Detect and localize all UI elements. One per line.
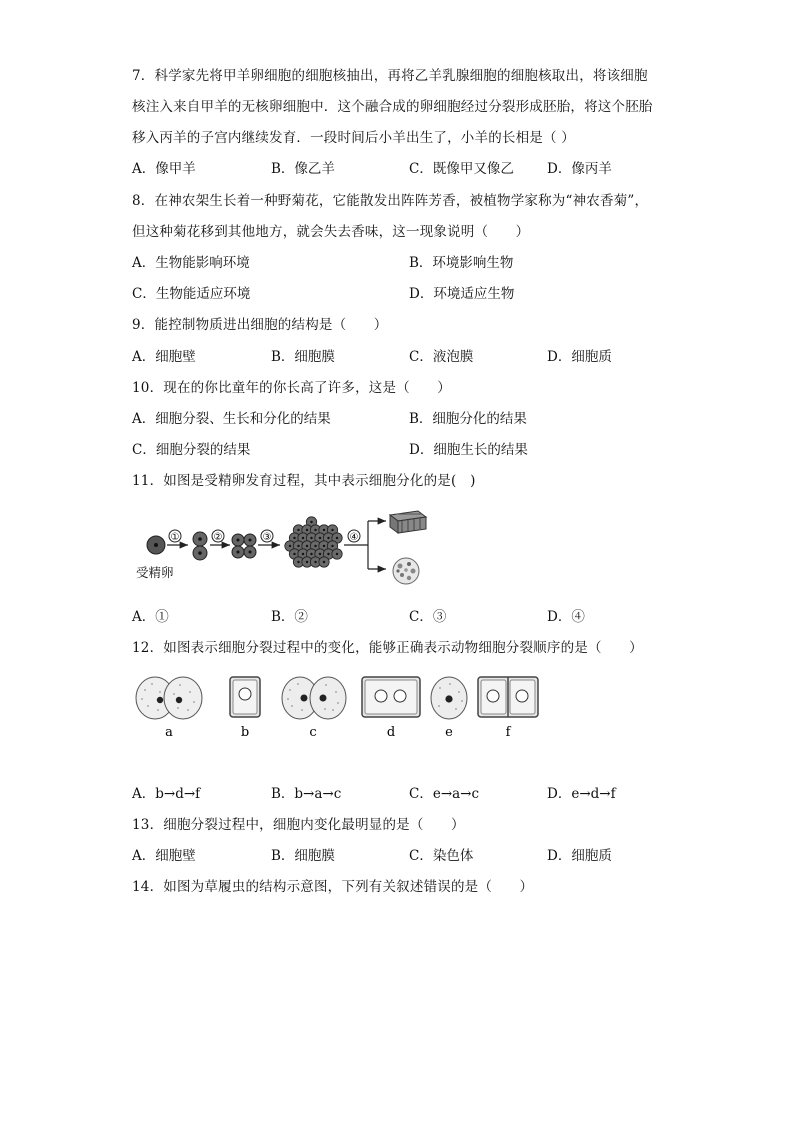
cell-division-figure bbox=[130, 672, 550, 744]
q7-option-c[interactable]: C．既像甲又像乙 bbox=[409, 161, 514, 177]
q12-option-b[interactable]: B．b→a→c bbox=[271, 786, 342, 802]
q13-option-c[interactable]: C．染色体 bbox=[409, 848, 474, 864]
cell-label-a: a bbox=[165, 725, 173, 740]
cell-label-e: e bbox=[445, 725, 453, 740]
four-cell-stage bbox=[232, 534, 256, 558]
step-1-label: ① bbox=[170, 532, 180, 543]
q11-option-c[interactable]: C．③ bbox=[409, 609, 447, 625]
step-2-label: ② bbox=[213, 532, 223, 543]
q10-option-a[interactable]: A．细胞分裂、生长和分化的结果 bbox=[132, 411, 331, 427]
q9-option-c[interactable]: C．液泡膜 bbox=[409, 349, 474, 365]
q8-stem-line-1: 8．在神农架生长着一种野菊花，它能散发出阵阵芳香，被植物学家称为“神农香菊”， bbox=[132, 193, 649, 209]
q7-option-b[interactable]: B．像乙羊 bbox=[271, 161, 335, 177]
q9-option-a[interactable]: A．细胞壁 bbox=[132, 349, 196, 365]
q9-option-d[interactable]: D．细胞质 bbox=[547, 349, 612, 365]
q13-option-a[interactable]: A．细胞壁 bbox=[132, 848, 196, 864]
cell-a bbox=[136, 677, 202, 719]
q9-stem: 9．能控制物质进出细胞的结构是（ ） bbox=[132, 317, 388, 333]
zygote-cell bbox=[147, 536, 165, 554]
q12-option-c[interactable]: C．e→a→c bbox=[409, 786, 480, 802]
cell-label-b: b bbox=[240, 725, 250, 740]
q7-stem-line-3: 移入丙羊的子宫内继续发育．一段时间后小羊出生了，小羊的长相是（ ） bbox=[132, 130, 575, 146]
q13-stem: 13．细胞分裂过程中，细胞内变化最明显的是（ ） bbox=[132, 817, 465, 833]
q10-option-b[interactable]: B．细胞分化的结果 bbox=[409, 411, 527, 427]
cell-e bbox=[431, 677, 467, 719]
tissue-block-top bbox=[390, 511, 426, 533]
cell-label-f: f bbox=[505, 725, 511, 740]
q7-stem-line-1: 7．科学家先将甲羊卵细胞的细胞核抽出，再将乙羊乳腺细胞的细胞核取出，将该细胞 bbox=[132, 68, 648, 84]
q9-option-b[interactable]: B．细胞膜 bbox=[271, 349, 335, 365]
q10-stem: 10．现在的你比童年的你长高了许多，这是（ ） bbox=[132, 380, 451, 396]
cell-label-c: c bbox=[309, 725, 317, 740]
fertilized-egg-label: 受精卵 bbox=[136, 565, 174, 580]
q10-option-c[interactable]: C．细胞分裂的结果 bbox=[132, 442, 251, 458]
q8-option-b[interactable]: B．环境影响生物 bbox=[409, 255, 514, 271]
q10-option-d[interactable]: D．细胞生长的结果 bbox=[409, 442, 528, 458]
q11-option-b[interactable]: B．② bbox=[271, 609, 308, 625]
q8-stem-line-2: 但这种菊花移到其他地方，就会失去香味，这一现象说明（ ） bbox=[132, 224, 530, 240]
q12-option-a[interactable]: A．b→d→f bbox=[132, 786, 201, 802]
cell-b bbox=[230, 677, 260, 717]
cell-mass bbox=[285, 517, 342, 567]
q8-option-c[interactable]: C．生物能适应环境 bbox=[132, 286, 251, 302]
cell-d bbox=[362, 677, 420, 717]
q11-stem: 11．如图是受精卵发育过程，其中表示细胞分化的是( ) bbox=[132, 473, 476, 489]
q13-option-b[interactable]: B．细胞膜 bbox=[271, 848, 335, 864]
q11-option-a[interactable]: A．① bbox=[132, 609, 169, 625]
q14-stem: 14．如图为草履虫的结构示意图，下列有关叙述错误的是（ ） bbox=[132, 879, 534, 895]
cell-label-d: d bbox=[386, 725, 396, 740]
q13-option-d[interactable]: D．细胞质 bbox=[547, 848, 612, 864]
q8-option-a[interactable]: A．生物能影响环境 bbox=[132, 255, 250, 271]
q7-stem-line-2: 核注入来自甲羊的无核卵细胞中．这个融合成的卵细胞经过分裂形成胚胎，将这个胚胎 bbox=[132, 99, 653, 115]
q12-stem: 12．如图表示细胞分裂过程中的变化，能够正确表示动物细胞分裂顺序的是（ ） bbox=[132, 640, 643, 656]
step-3-label: ③ bbox=[262, 532, 272, 543]
q7-option-d[interactable]: D．像丙羊 bbox=[547, 161, 612, 177]
q12-option-d[interactable]: D．e→d→f bbox=[547, 786, 616, 802]
q7-option-a[interactable]: A．像甲羊 bbox=[132, 161, 196, 177]
fertilized-egg-development-figure bbox=[130, 505, 430, 595]
two-cell-stage bbox=[193, 532, 207, 560]
cell-c bbox=[282, 677, 346, 719]
q8-option-d[interactable]: D．环境适应生物 bbox=[409, 286, 515, 302]
step-4-label: ④ bbox=[349, 532, 359, 543]
tissue-round-bottom bbox=[393, 558, 419, 584]
cell-f bbox=[478, 677, 538, 717]
q11-option-d[interactable]: D．④ bbox=[547, 609, 585, 625]
